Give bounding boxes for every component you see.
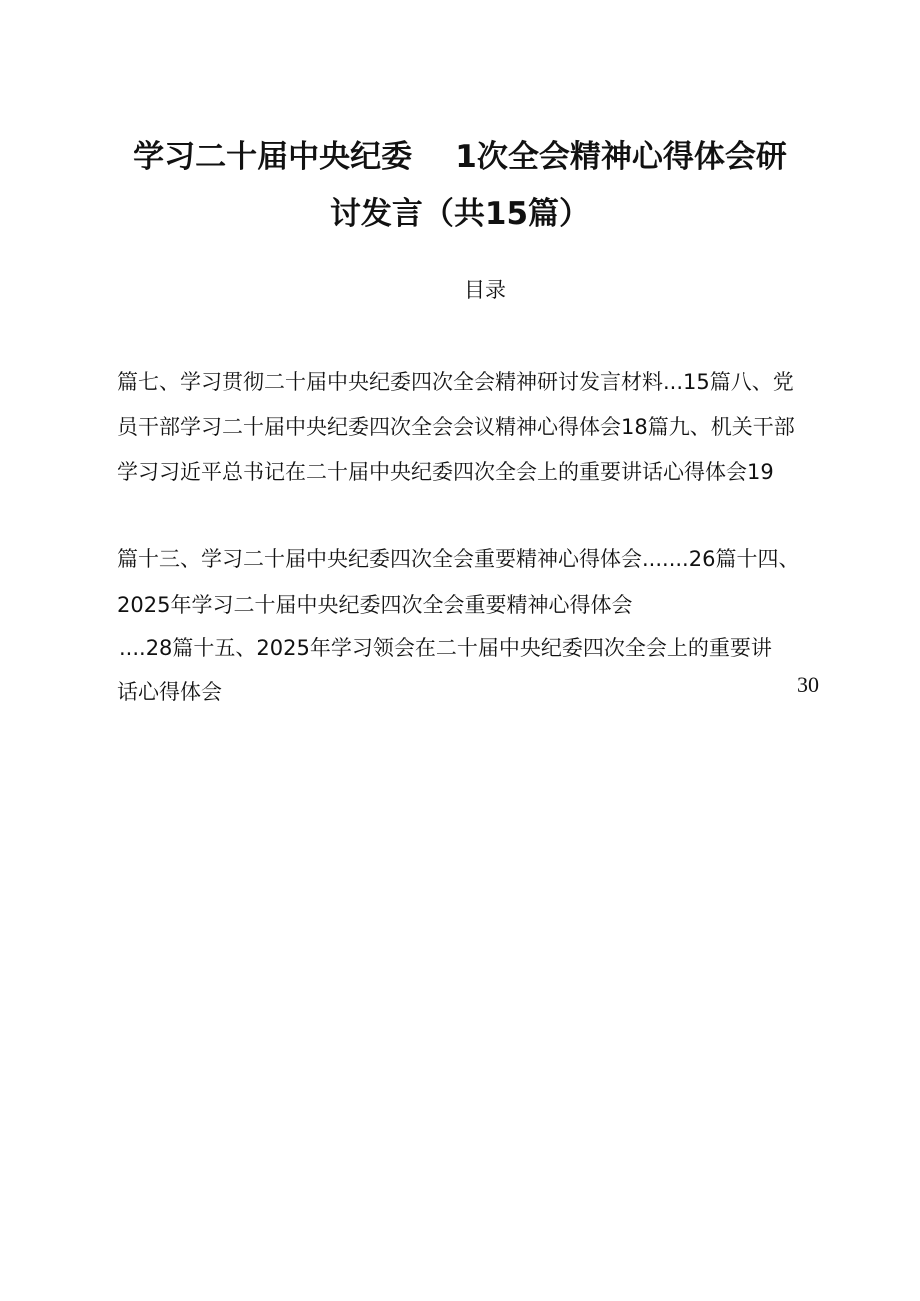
toc-line: 学习习近平总书记在二十届中央纪委四次全会上的重要讲话心得体会19 <box>117 460 774 484</box>
toc-line: 2025年学习二十届中央纪委四次全会重要精神心得体会 <box>117 593 633 617</box>
toc-line: 篇十三、学习二十届中央纪委四次全会重要精神心得体会.......26篇十四、 <box>117 547 800 571</box>
document-title-line-1: 学习二十届中央纪委 1次全会精神心得体会研 <box>133 139 787 175</box>
toc-line: ....28篇十五、2025年学习领会在二十届中央纪委四次全会上的重要讲 <box>119 636 772 660</box>
toc-line: 员干部学习二十届中央纪委四次全会会议精神心得体会18篇九、机关干部 <box>117 415 795 439</box>
toc-heading: 目录 <box>464 278 506 302</box>
document-title-line-2: 讨发言（共15篇） <box>329 196 591 232</box>
toc-page-number: 30 <box>797 672 819 697</box>
toc-line: 篇七、学习贯彻二十届中央纪委四次全会精神研讨发言材料...15篇八、党 <box>117 370 794 394</box>
toc-line: 话心得体会 <box>117 680 222 704</box>
